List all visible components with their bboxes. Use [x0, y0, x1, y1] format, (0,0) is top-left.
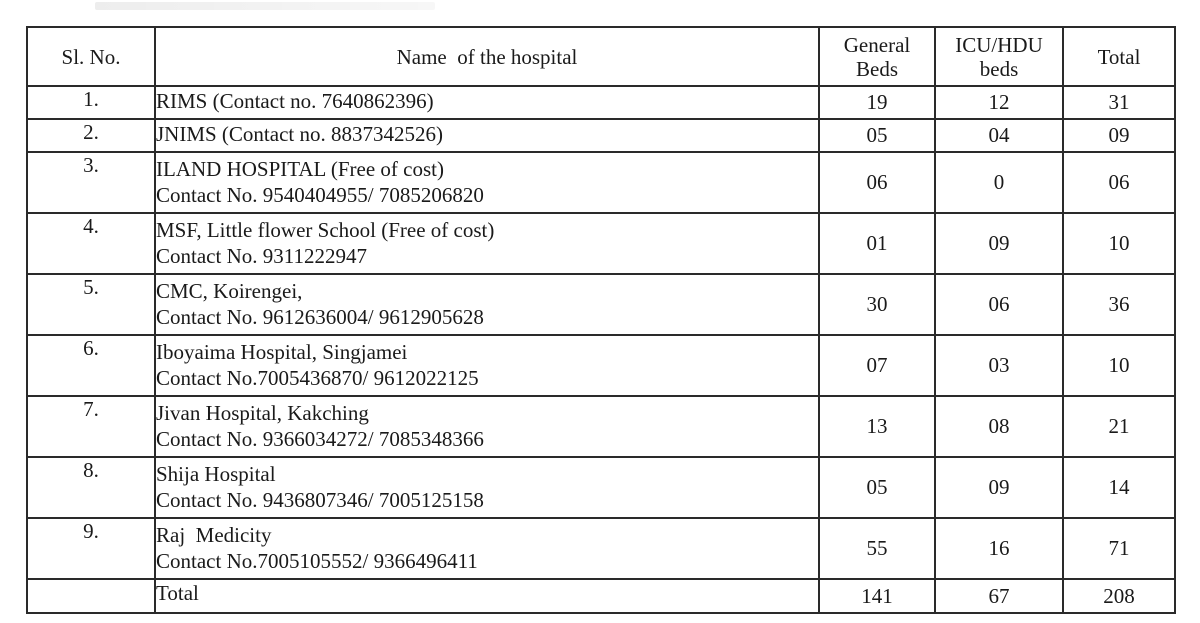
row-hospital-name [155, 152, 819, 213]
row-icu-beds: 09 [935, 457, 1063, 518]
hospital-name-line1: Shija Hospital [156, 462, 276, 486]
hospital-name-line1: ILAND HOSPITAL (Free of cost) [156, 157, 444, 181]
total-row-label: Total [155, 579, 819, 613]
row-total: 09 [1063, 119, 1175, 152]
row-total: 06 [1063, 152, 1175, 213]
row-sl-no: 8. [27, 457, 155, 518]
row-total: 36 [1063, 274, 1175, 335]
hospital-name-line1: Iboyaima Hospital, Singjamei [156, 340, 408, 364]
hospital-contact-line: Contact No.7005105552/ 9366496411 [156, 549, 478, 573]
row-general-beds: 19 [819, 86, 935, 119]
row-icu-beds: 06 [935, 274, 1063, 335]
row-total: 21 [1063, 396, 1175, 457]
row-sl-no: 1. [27, 86, 155, 119]
header-hospital-name: Name of the hospital [155, 27, 819, 86]
total-row-sl-empty [27, 579, 155, 613]
hospital-contact-line: Contact No. 9540404955/ 7085206820 [156, 183, 484, 207]
table-row [27, 213, 1175, 274]
row-icu-beds: 09 [935, 213, 1063, 274]
row-hospital-name [155, 119, 819, 152]
row-total: 71 [1063, 518, 1175, 579]
row-total: 14 [1063, 457, 1175, 518]
hospital-name-line1: JNIMS (Contact no. 8837342526) [156, 122, 443, 146]
table-row [27, 335, 1175, 396]
row-hospital-name [155, 457, 819, 518]
table-row [27, 152, 1175, 213]
header-icu-hdu-beds [935, 27, 1063, 86]
total-icu-beds: 67 [935, 579, 1063, 613]
row-hospital-name [155, 396, 819, 457]
header-icu-line1: ICU/HDU [955, 32, 1043, 57]
row-icu-beds: 03 [935, 335, 1063, 396]
row-general-beds: 07 [819, 335, 935, 396]
row-icu-beds: 04 [935, 119, 1063, 152]
row-general-beds: 01 [819, 213, 935, 274]
table-row [27, 119, 1175, 152]
row-sl-no: 2. [27, 119, 155, 152]
hospital-name-line1: RIMS (Contact no. 7640862396) [156, 89, 434, 113]
row-hospital-name [155, 274, 819, 335]
hospital-name-line1: MSF, Little flower School (Free of cost) [156, 218, 495, 242]
table-row [27, 518, 1175, 579]
table-row [27, 457, 1175, 518]
row-general-beds: 06 [819, 152, 935, 213]
table-header-row [27, 27, 1175, 86]
row-general-beds: 55 [819, 518, 935, 579]
row-general-beds: 05 [819, 119, 935, 152]
hospital-contact-line: Contact No. 9366034272/ 7085348366 [156, 427, 484, 451]
hospital-beds-table [26, 26, 1176, 614]
hospital-name-line1: Raj Medicity [156, 523, 272, 547]
row-sl-no: 4. [27, 213, 155, 274]
row-sl-no: 7. [27, 396, 155, 457]
hospital-contact-line: Contact No. 9612636004/ 9612905628 [156, 305, 484, 329]
row-icu-beds: 12 [935, 86, 1063, 119]
header-general-beds-line1: General [843, 32, 911, 57]
row-icu-beds: 08 [935, 396, 1063, 457]
row-general-beds: 05 [819, 457, 935, 518]
scan-artifact [95, 2, 435, 10]
row-hospital-name [155, 213, 819, 274]
header-sl-no: Sl. No. [27, 27, 155, 86]
row-hospital-name [155, 335, 819, 396]
row-total: 31 [1063, 86, 1175, 119]
table-row [27, 274, 1175, 335]
row-sl-no: 3. [27, 152, 155, 213]
row-general-beds: 30 [819, 274, 935, 335]
row-icu-beds: 16 [935, 518, 1063, 579]
total-row [27, 579, 1175, 613]
grand-total: 208 [1063, 579, 1175, 613]
row-general-beds: 13 [819, 396, 935, 457]
hospital-name-line1: Jivan Hospital, Kakching [156, 401, 369, 425]
header-general-beds [819, 27, 935, 86]
header-icu-line2: beds [979, 56, 1019, 81]
header-total: Total [1063, 27, 1175, 86]
hospital-name-line1: CMC, Koirengei, [156, 279, 303, 303]
total-general-beds: 141 [819, 579, 935, 613]
row-sl-no: 5. [27, 274, 155, 335]
row-hospital-name [155, 518, 819, 579]
row-total: 10 [1063, 213, 1175, 274]
row-sl-no: 9. [27, 518, 155, 579]
header-general-beds-line2: Beds [856, 56, 898, 81]
hospital-contact-line: Contact No. 9436807346/ 7005125158 [156, 488, 484, 512]
hospital-contact-line: Contact No.7005436870/ 9612022125 [156, 366, 479, 390]
row-total: 10 [1063, 335, 1175, 396]
table-row [27, 86, 1175, 119]
row-sl-no: 6. [27, 335, 155, 396]
row-hospital-name [155, 86, 819, 119]
table-row [27, 396, 1175, 457]
row-icu-beds: 0 [935, 152, 1063, 213]
hospital-contact-line: Contact No. 9311222947 [156, 244, 367, 268]
